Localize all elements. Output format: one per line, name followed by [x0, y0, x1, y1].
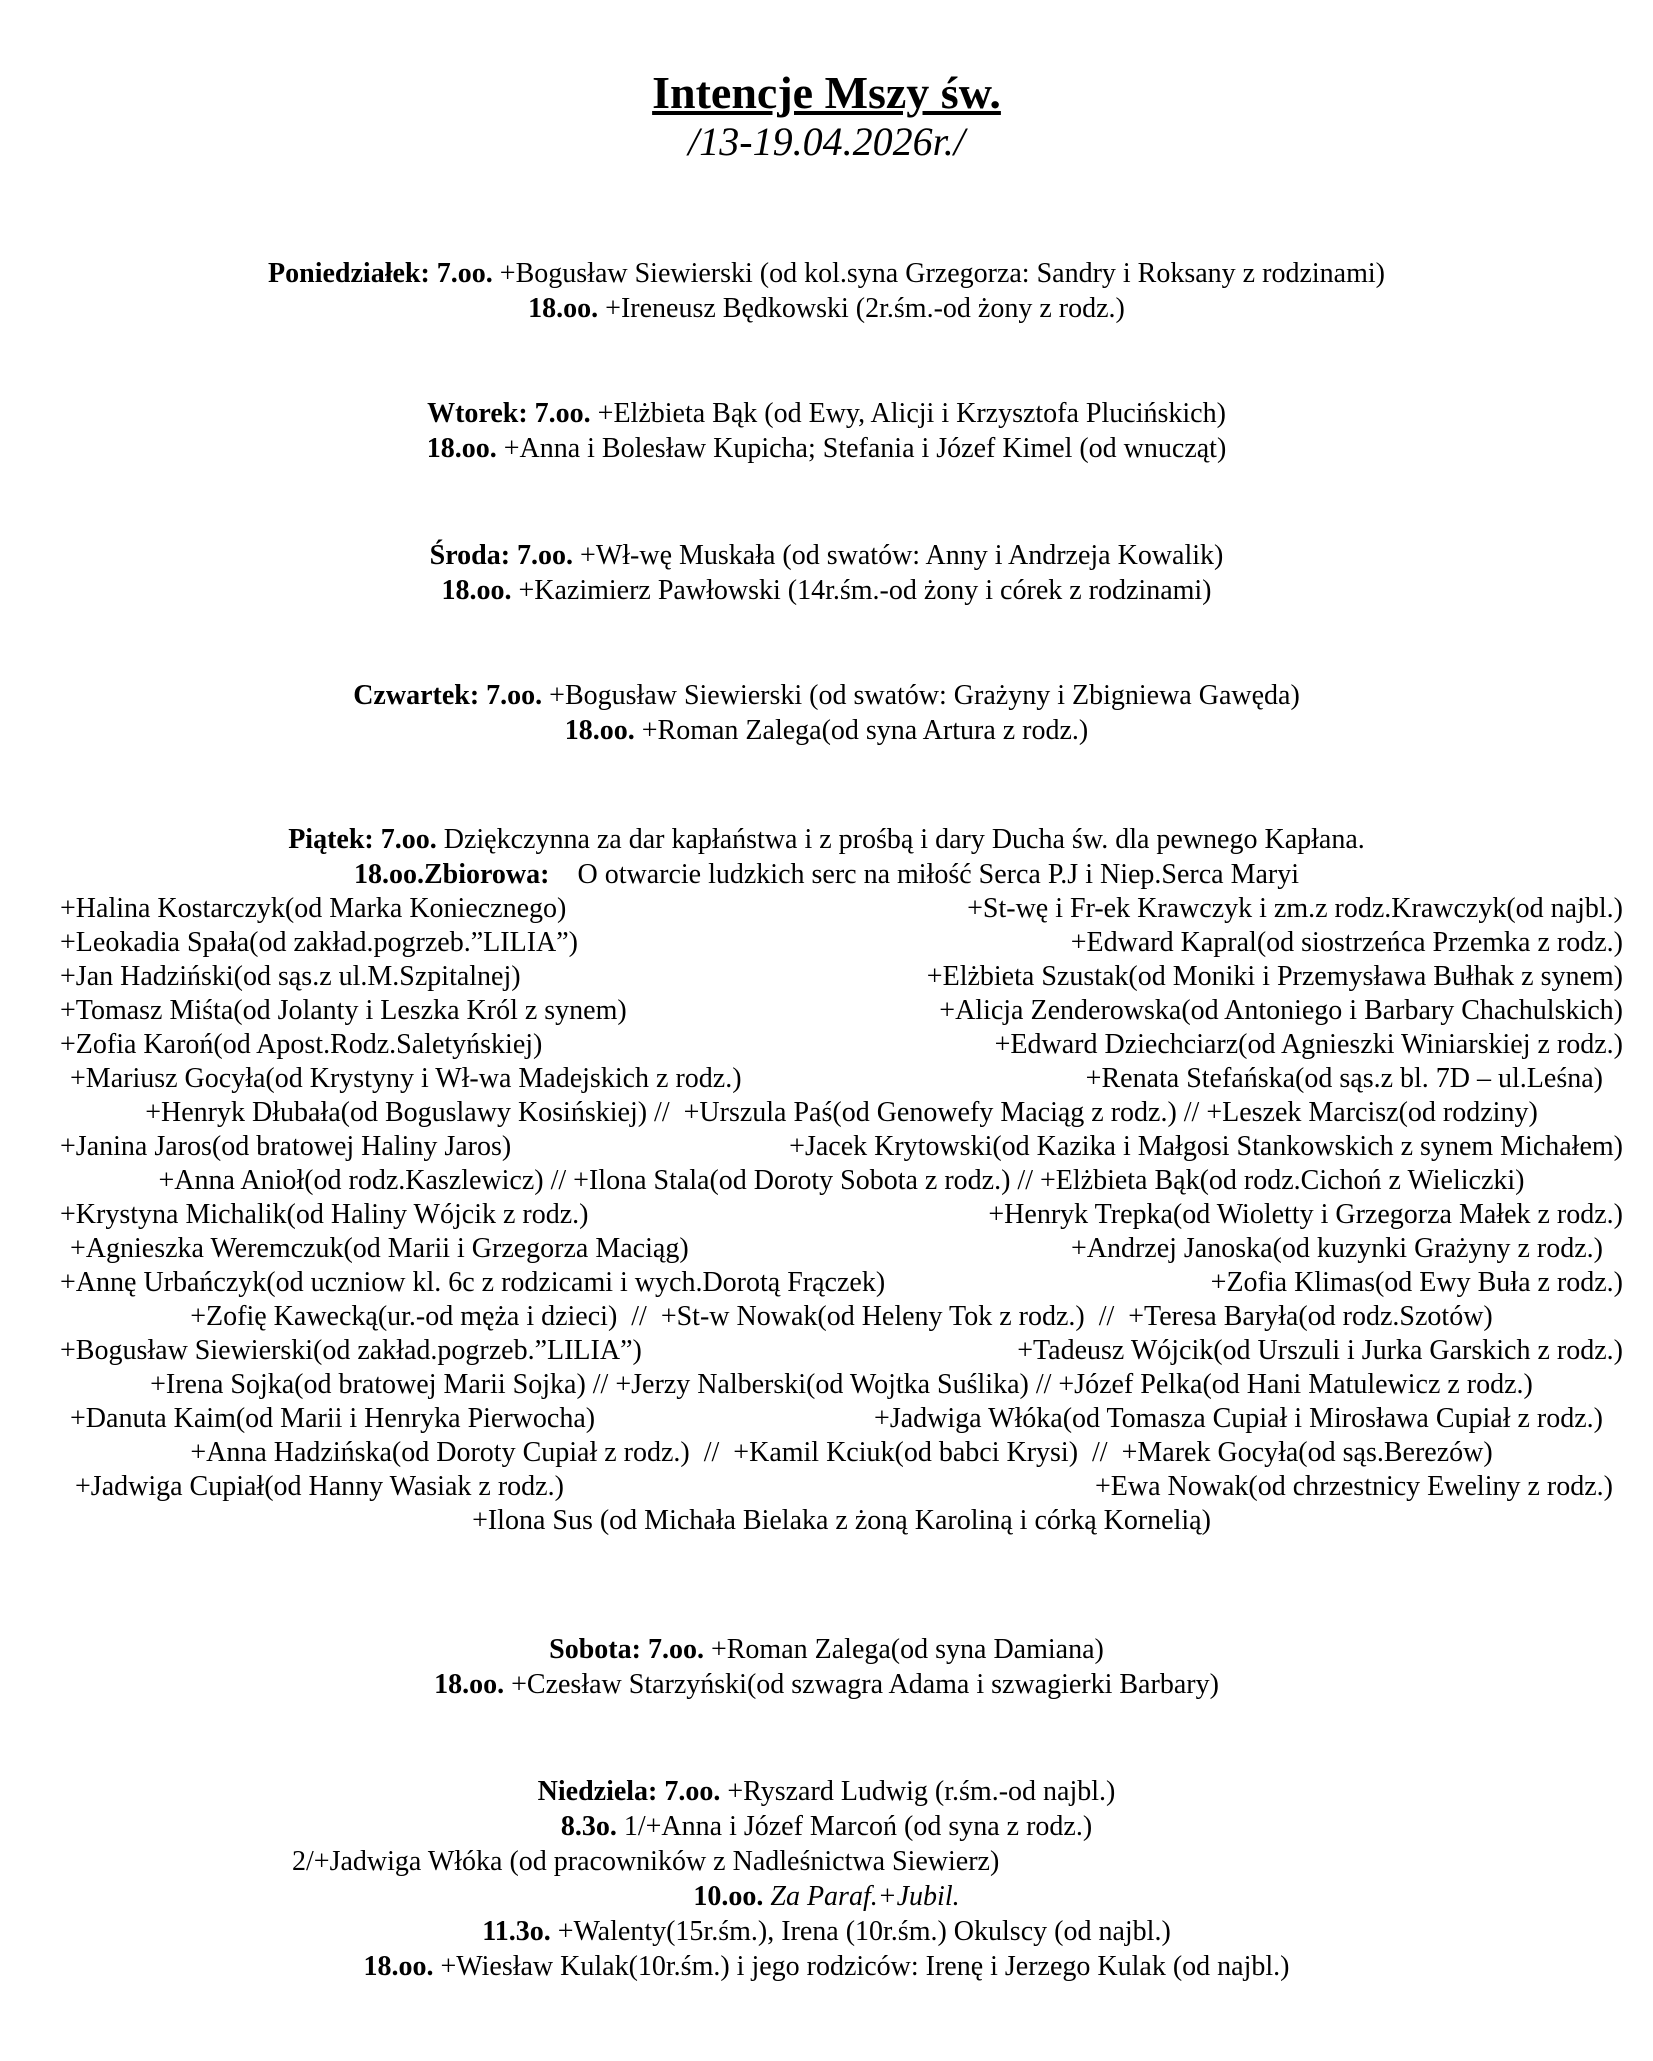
intention-left: +Danuta Kaim(od Marii i Henryka Pierwocha) [70, 1403, 596, 1434]
thursday-line-2 [0, 713, 1653, 748]
intention-row [0, 994, 1653, 1028]
sunday-intention-3: 2/+Jadwiga Włóka (od pracowników z Nadleśnictwa Siewierz) [292, 1846, 1000, 1877]
wednesday-intention-1: +Wł-wę Muskała (od swatów: Anny i Andrzeja Kowalik) [573, 540, 1224, 571]
saturday-intention-2: +Czesław Starzyński(od szwagra Adama i szwagierki Barbary) [504, 1669, 1219, 1700]
intention-row [0, 1266, 1653, 1300]
sunday-intention-6: +Wiesław Kulak(10r.śm.) i jego rodziców: Irenę i Jerzego Kulak (od najbl.) [433, 1951, 1290, 1982]
wednesday-label: Środa: 7.oo. [429, 540, 574, 571]
intention-left: +Zofia Karoń(od Apost.Rodz.Saletyńskiej) [60, 1029, 543, 1060]
intention-row [0, 926, 1653, 960]
monday-intention-1: +Bogusław Siewierski (od kol.syna Grzegorza: Sandry i Roksany z rodzinami) [492, 258, 1385, 289]
saturday-time-2: 18.oo. [434, 1669, 505, 1700]
intention-right: +Elżbieta Szustak(od Moniki i Przemysława Bułhak z synem) [926, 961, 1623, 992]
sunday-time-2: 8.3o. [560, 1811, 617, 1842]
tuesday-label: Wtorek: 7.oo. [427, 398, 591, 429]
saturday-line-2 [0, 1667, 1653, 1702]
intention-left: +Krystyna Michalik(od Haliny Wójcik z rodz.) [60, 1199, 589, 1230]
intention-right: +Zofia Klimas(od Ewy Buła z rodz.) [1210, 1267, 1623, 1298]
tuesday-intention-2: +Anna i Bolesław Kupicha; Stefania i Józef Kimel (od wnucząt) [496, 433, 1227, 464]
monday-intention-2: +Ireneusz Będkowski (2r.śm.-od żony z rodz.) [598, 293, 1125, 324]
intention-left: +Janina Jaros(od bratowej Haliny Jaros) [60, 1131, 512, 1162]
intention-left: +Mariusz Gocyła(od Krystyny i Wł-wa Madejskich z rodz.) [70, 1063, 742, 1094]
sunday-intention-5: +Walenty(15r.śm.), Irena (10r.śm.) Okulscy (od najbl.) [550, 1916, 1171, 1947]
sunday-label: Niedziela: 7.oo. [537, 1776, 721, 1807]
intention-right: +Tadeusz Wójcik(od Urszuli i Jurka Garskich z rodz.) [1017, 1335, 1623, 1366]
date-range: /13-19.04.2026r./ [688, 119, 965, 164]
saturday-label: Sobota: 7.oo. [549, 1634, 704, 1665]
intention-row [0, 1402, 1653, 1436]
day-friday [0, 822, 1653, 1538]
intention-right: +Henryk Trepka(od Wioletty i Grzegorza Małek z rodz.) [988, 1199, 1623, 1230]
day-saturday [0, 1632, 1653, 1702]
monday-label: Poniedziałek: 7.oo. [268, 258, 493, 289]
day-monday [0, 256, 1653, 326]
thursday-intention-2: +Roman Zalega(od syna Artura z rodz.) [634, 715, 1089, 746]
monday-time-2: 18.oo. [528, 293, 599, 324]
sunday-intention-1: +Ryszard Ludwig (r.śm.-od najbl.) [720, 1776, 1116, 1807]
intention-row [0, 960, 1653, 994]
intention-row [0, 1062, 1653, 1096]
intention-row [0, 1436, 1653, 1470]
monday-line-2 [0, 291, 1653, 326]
saturday-line-1 [0, 1632, 1653, 1667]
thursday-time-2: 18.oo. [564, 715, 635, 746]
sunday-line-4 [0, 1879, 1653, 1914]
sunday-line-3 [0, 1844, 1653, 1879]
sunday-line-1 [0, 1774, 1653, 1809]
intention-row [0, 1300, 1653, 1334]
intention-row [0, 1470, 1653, 1504]
thursday-label: Czwartek: 7.oo. [353, 680, 543, 711]
intention-left: +Annę Urbańczyk(od uczniow kl. 6c z rodzicami i wych.Dorotą Frączek) [60, 1267, 886, 1298]
friday-line-1 [0, 822, 1653, 857]
intention-right: +Alicja Zenderowska(od Antoniego i Barbary Chachulskich) [939, 995, 1623, 1026]
intention-row [0, 892, 1653, 926]
intention-right: +St-wę i Fr-ek Krawczyk i zm.z rodz.Krawczyk(od najbl.) [967, 893, 1623, 924]
intention-right: +Andrzej Janoska(od kuzynki Grażyny z rodz.) [1070, 1233, 1603, 1264]
intention-full: +Zofię Kawecką(ur.-od męża i dzieci) // +St-w Nowak(od Heleny Tok z rodz.) // +Teresa Baryła(od rodz.Szotów) [190, 1301, 1493, 1332]
intention-row [0, 1130, 1653, 1164]
monday-line-1 [0, 256, 1653, 291]
intention-row [0, 1028, 1653, 1062]
intention-row [0, 1164, 1653, 1198]
intention-left: +Halina Kostarczyk(od Marka Koniecznego) [60, 893, 567, 924]
collective-intentions-list [0, 892, 1653, 1538]
tuesday-intention-1: +Elżbieta Bąk (od Ewy, Alicji i Krzysztofa Plucińskich) [590, 398, 1226, 429]
sunday-time-6: 18.oo. [363, 1951, 434, 1982]
intention-right: +Jacek Krytowski(od Kazika i Małgosi Stankowskich z synem Michałem) [789, 1131, 1623, 1162]
tuesday-line-2 [0, 431, 1653, 466]
intention-left: +Agnieszka Weremczuk(od Marii i Grzegorza Maciąg) [70, 1233, 689, 1264]
intention-row [0, 1504, 1653, 1538]
intention-right: +Edward Kapral(od siostrzeńca Przemka z rodz.) [1070, 927, 1623, 958]
intention-left: +Tomasz Miśta(od Jolanty i Leszka Król z synem) [60, 995, 627, 1026]
intention-row [0, 1096, 1653, 1130]
intention-right: +Edward Dziechciarz(od Agnieszki Winiarskiej z rodz.) [994, 1029, 1623, 1060]
thursday-line-1 [0, 678, 1653, 713]
intention-left: +Jadwiga Cupiał(od Hanny Wasiak z rodz.) [75, 1471, 564, 1502]
intention-row [0, 1334, 1653, 1368]
friday-label: Piątek: 7.oo. [288, 824, 437, 855]
intention-row [0, 1368, 1653, 1402]
intention-row [0, 1232, 1653, 1266]
day-wednesday [0, 538, 1653, 608]
wednesday-line-2 [0, 573, 1653, 608]
intention-right: +Renata Stefańska(od sąs.z bl. 7D – ul.Leśna) [1085, 1063, 1603, 1094]
day-sunday [0, 1774, 1653, 1984]
intention-left: +Jan Hadziński(od sąs.z ul.M.Szpitalnej) [60, 961, 521, 992]
sunday-intention-2: 1/+Anna i Józef Marcoń (od syna z rodz.) [616, 1811, 1093, 1842]
intention-row [0, 1198, 1653, 1232]
tuesday-line-1 [0, 396, 1653, 431]
sunday-time-5: 11.3o. [482, 1916, 551, 1947]
intention-full: +Anna Anioł(od rodz.Kaszlewicz) // +Ilona Stala(od Doroty Sobota z rodz.) // +Elżbieta Bąk(od rodz.Cichoń z Wieliczki) [158, 1165, 1525, 1196]
intention-full: +Ilona Sus (od Michała Bielaka z żoną Karoliną i córką Kornelią) [472, 1505, 1211, 1536]
intention-full: +Henryk Dłubała(od Boguslawy Kosińskiej) // +Urszula Paś(od Genowefy Maciąg z rodz.) // +Leszek Marcisz(od rodziny) [145, 1097, 1538, 1128]
intention-left: +Bogusław Siewierski(od zakład.pogrzeb.”LILIA”) [60, 1335, 642, 1366]
friday-time-2: 18.oo.Zbiorowa: [353, 859, 550, 890]
wednesday-time-2: 18.oo. [441, 575, 512, 606]
wednesday-intention-2: +Kazimierz Pawłowski (14r.śm.-od żony i córek z rodzinami) [511, 575, 1212, 606]
sunday-intention-4: Za Paraf.+Jubil. [763, 1881, 960, 1912]
page-title: Intencje Mszy św. [652, 67, 1001, 118]
day-tuesday [0, 396, 1653, 466]
saturday-intention-1: +Roman Zalega(od syna Damiana) [703, 1634, 1104, 1665]
wednesday-line-1 [0, 538, 1653, 573]
friday-intention-2: O otwarcie ludzkich serc na miłość Serca P.J i Niep.Serca Maryi [549, 859, 1300, 890]
sunday-line-5 [0, 1914, 1653, 1949]
thursday-intention-1: +Bogusław Siewierski (od swatów: Grażyny i Zbigniewa Gawęda) [542, 680, 1300, 711]
intention-left: +Leokadia Spała(od zakład.pogrzeb.”LILIA”) [60, 927, 578, 958]
tuesday-time-2: 18.oo. [426, 433, 497, 464]
intention-right: +Ewa Nowak(od chrzestnicy Eweliny z rodz.) [1094, 1471, 1613, 1502]
intention-full: +Irena Sojka(od bratowej Marii Sojka) // +Jerzy Nalberski(od Wojtka Suślika) // +Józef Pelka(od Hani Matulewicz z rodz.) [150, 1369, 1533, 1400]
sunday-time-4: 10.oo. [693, 1881, 764, 1912]
intention-full: +Anna Hadzińska(od Doroty Cupiał z rodz.) // +Kamil Kciuk(od babci Krysi) // +Marek Gocyła(od sąs.Berezów) [190, 1437, 1493, 1468]
day-thursday [0, 678, 1653, 748]
sunday-line-6 [0, 1949, 1653, 1984]
sunday-line-2 [0, 1809, 1653, 1844]
friday-line-2 [0, 857, 1653, 892]
intention-right: +Jadwiga Włóka(od Tomasza Cupiał i Mirosława Cupiał z rodz.) [874, 1403, 1603, 1434]
friday-intention-1: Dziękczynna za dar kapłaństwa i z prośbą i dary Ducha św. dla pewnego Kapłana. [436, 824, 1365, 855]
